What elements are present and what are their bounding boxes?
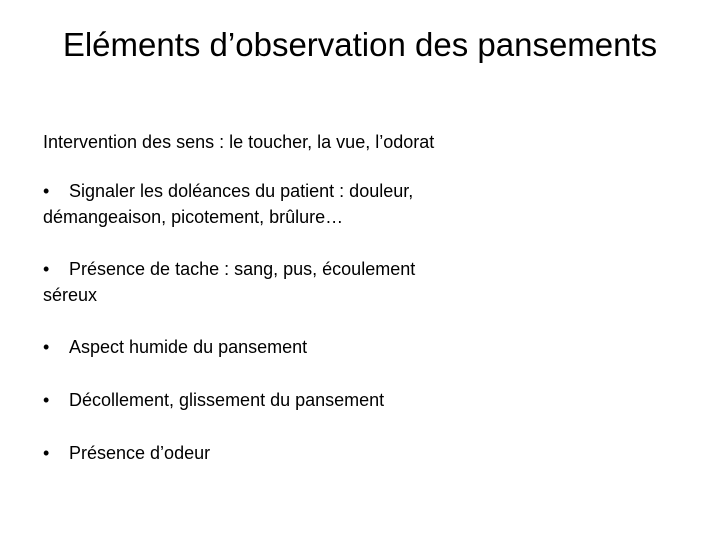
- bullet-icon: •: [43, 390, 50, 410]
- list-item: [43, 178, 473, 230]
- bullet-icon: •: [43, 443, 50, 463]
- list-item: [43, 256, 473, 308]
- list-item-text: Décollement, glissement du pansement: [69, 390, 385, 410]
- list-item: [43, 334, 663, 360]
- slide-title: Eléments d’observation des pansements: [62, 26, 658, 63]
- list-item-text: Présence de tache : sang, pus, écoulement séreux: [43, 259, 416, 305]
- list-item: [43, 387, 663, 413]
- intro-text: Intervention des sens : le toucher, la vue, l’odorat: [43, 132, 435, 152]
- bullet-icon: •: [43, 181, 50, 201]
- list-item-text: Aspect humide du pansement: [69, 337, 308, 357]
- bullet-list: [43, 178, 663, 493]
- list-item: [43, 440, 663, 466]
- bullet-icon: •: [43, 337, 50, 357]
- list-item-text: Signaler les doléances du patient : douleur, démangeaison, picotement, brûlure…: [43, 181, 414, 227]
- bullet-icon: •: [43, 259, 50, 279]
- list-item-text: Présence d’odeur: [69, 443, 211, 463]
